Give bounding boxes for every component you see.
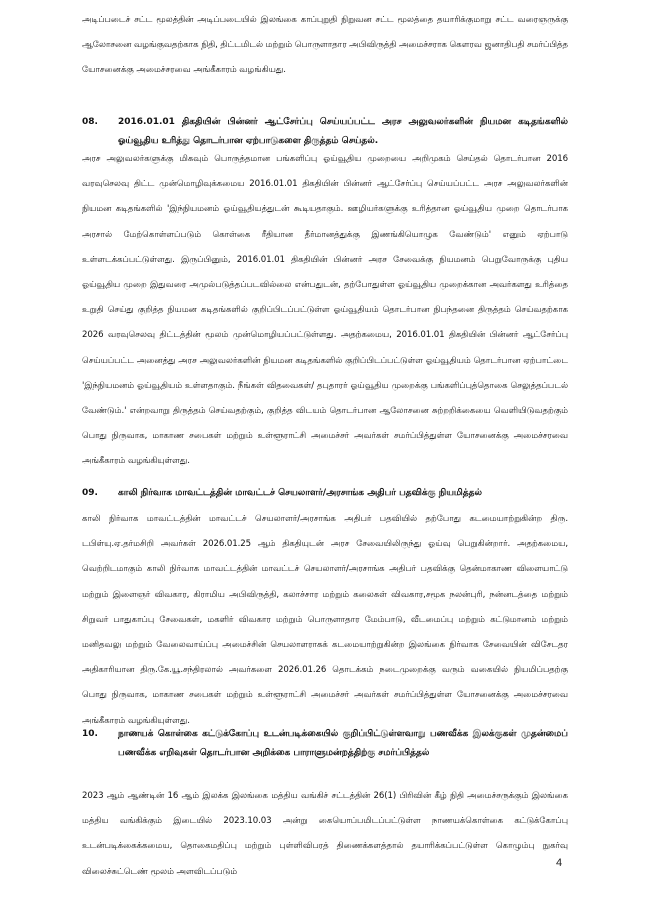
- paragraph-section-09: காலி நிர்வாக மாவட்டத்தின் மாவட்டச் செயலாளர்/அரசாங்க அதிபர் பதவியில் தற்போது கடமையாற்றுகின்ற திரு. டபிள்யு.ஏ.தர்மசிறி அவர்கள் 2026.01.25 ஆம் திகதியுடன் அரச சேவையிலிருந்து ஓய்வு பெறுகின்றார். அதற்கமைய, வெற்றிடமாகும் காலி நிர்வாக மாவட்டத்தின் மாவட்டச் செயலாளர்/அரசாங்க அதிபர் பதவிக்கு தென்மாகாண விளையாட்டு மற்றும் இளைஞர் விவகார, கிராமிய அபிவிருத்தி, கலாச்சார மற்றும் கலைகள் விவகார,சமூக நலன்புரி, நன்னடத்தை மற்றும் சிறுவர் பாதுகாப்பு சேவைகள், மகளிர் விவகார மற்றும் பொருளாதார மேம்பாடு, வீடமைப்பு மற்றும் கட்டுமானம் மற்றும் மனிதவலு மற்றும் வேலைவாய்ப்பு அமைச்சின் செயலாளராகக் கடமையாற்றுகின்ற இலங்கை நிர்வாக சேவையின் விசேடதர அதிகாரியான திரு.கே.யூ.சந்திரலால் அவர்களை 2026.01.26 தொடக்கம் நடைமுறைக்கு வரும் வகையில் நியமிப்பதற்கு பொது நிருவாக, மாகாண சபைகள் மற்றும் உள்ளூராட்சி அமைச்சர் அவர்கள் சமர்ப்பித்துள்ள யோசனைக்கு அமைச்சரவை அங்கீகாரம் வழங்கியுள்ளது.: [82, 514, 568, 726]
- section-heading-10: [82, 725, 568, 763]
- paragraph-intro: அடிப்படைச் சட்ட மூலத்தின் அடிப்படையில் இலங்கை காப்புறுதி நிறுவன சட்ட மூலத்தை தயாரிக்குமாறு சட்ட வரைஞருக்கு ஆலோசனை வழங்குவதற்காக நிதி, திட்டமிடல் மற்றும் பொருளாதார அபிவிருத்தி அமைச்சராக கௌரவ ஜனாதிபதி சமர்ப்பித்த யோசனைக்கு அமைச்சரவை அங்கீகாரம் வழங்கியது.: [82, 15, 568, 76]
- paragraph-section-08: அரச அலுவலர்களுக்கு மிகவும் பொருத்தமான பங்களிப்பு ஓய்வூதிய முறையை அறிமுகம் செய்தல் தொடர்பான 2016 வரவுசெலவு திட்ட முன்மொழிவுக்கமைய 2016.01.01 திகதியின் பின்னர் ஆட்சேர்ப்பு செய்யப்பட்ட அரச அலுவலர்களின் நியமன கடிதங்களில் 'இந்நியமனம் ஓய்வூதியத்துடன் கூடியதாகும். ஊழியர்களுக்கு உரித்தான ஓய்வூதிய முறை தொடர்பாக அரசால் மேற்கொள்ளப்படும் கொள்கை ரீதியான தீர்மானத்துக்கு இணங்கியொழுக வேண்டும்' எனும் ஏற்பாடு உள்ளடக்கப்பட்டுள்ளது. இருப்பினும், 2016.01.01 திகதியின் பின்னர் அரச சேவைக்கு நியமனம் பெறுவோருக்கு புதிய ஓய்வூதிய முறை இதுவரை அமுல்படுத்தப்படவில்லை என்பதுடன், தற்போதுள்ள ஓய்வூதிய முறைக்கான அவர்களது உரித்தை உறுதி செய்து குறித்த நியமன கடிதங்களில் குறிப்பிடப்பட்டுள்ள ஓய்வூதியம் தொடர்பான நிபந்தனை திருத்தம் செய்வதற்காக 2026 வரவுசெலவு திட்டத்தின் மூலம் முன்மொழியப்பட்டுள்ளது. அதற்கமைய, 2016.01.01 திகதியின் பின்னர் ஆட்சேர்ப்பு செய்யப்பட்ட அனைத்து அரச அலுவலர்களின் நியமன கடிதங்களில் குறிப்பிடப்பட்டுள்ள ஓய்வூதியம் தொடர்பான ஏற்பாட்டை 'இந்நியமனம் ஓய்வூதியம் உள்ளதாகும். நீங்கள் விதவைகள்/ தபுதாரர் ஓய்வூதிய முறைக்கு பங்களிப்புத்தொகை செலுத்தப்படல் வேண்டும்.' என்றவாறு திருத்தம் செய்வதற்கும், குறித்த விடயம் தொடர்பான ஆலோசனை சுற்றறிக்கையை வெளியிடுவதற்கும் பொது நிருவாக, மாகாண சபைகள் மற்றும் உள்ளூராட்சி அமைச்சர் அவர்கள் சமர்ப்பித்துள்ள யோசனைக்கு அமைச்சரவை அங்கீகாரம் வழங்கியுள்ளது.: [82, 154, 568, 467]
- section-heading-08: [82, 113, 568, 151]
- section-title: 2016.01.01 திகதியின் பின்னர் ஆட்சேர்ப்பு செய்யப்பட்ட அரச அலுவலர்களின் நியமன கடிதங்களில் ஓய்வூதிய உரித்து தொடர்பான ஏற்பாடுகளை திருத்தம் செய்தல்.: [118, 117, 568, 146]
- page-number: 4: [556, 857, 563, 869]
- section-title: நாணயக் கொள்கை கட்டுக்கோப்பு உடன்படிக்கையில் குறிப்பிட்டுள்ளவாறு பணவீக்க இலக்குகள் முதன்மைப் பணவீக்க எறிவுகள் தொடர்பான அறிக்கை பாராளுமன்றத்திற்கு சமர்ப்பித்தல்: [118, 729, 568, 758]
- section-title: காலி நிர்வாக மாவட்டத்தின் மாவட்டச் செயலாளர்/அரசாங்க அதிபர் பதவிக்கு நியமித்தல்: [118, 488, 482, 498]
- section-number: 10.: [82, 729, 98, 739]
- paragraph-section-10: 2023 ஆம் ஆண்டின் 16 ஆம் இலக்க இலங்கை மத்திய வங்கிச் சட்டத்தின் 26(1) பிரிவின் கீழ் நிதி அமைச்சருக்கும் இலங்கை மத்திய வங்கிக்கும் இடையில் 2023.10.03 அன்று கையொப்பமிடப்பட்டுள்ள நாணயக்கொள்கை கட்டுக்கோப்பு உடன்படிக்கைக்கமைய, தொகைமதிப்பு மற்றும் புள்ளிவிபரத் திணைக்களத்தால் தயாரிக்கப்பட்டுள்ள கொழும்பு நுகர்வு விலைச்சுட்டெண் மூலம் அளவிடப்படும்: [82, 791, 568, 877]
- section-number: 09.: [82, 488, 98, 498]
- section-number: 08.: [82, 117, 98, 127]
- section-heading-09: [82, 484, 568, 503]
